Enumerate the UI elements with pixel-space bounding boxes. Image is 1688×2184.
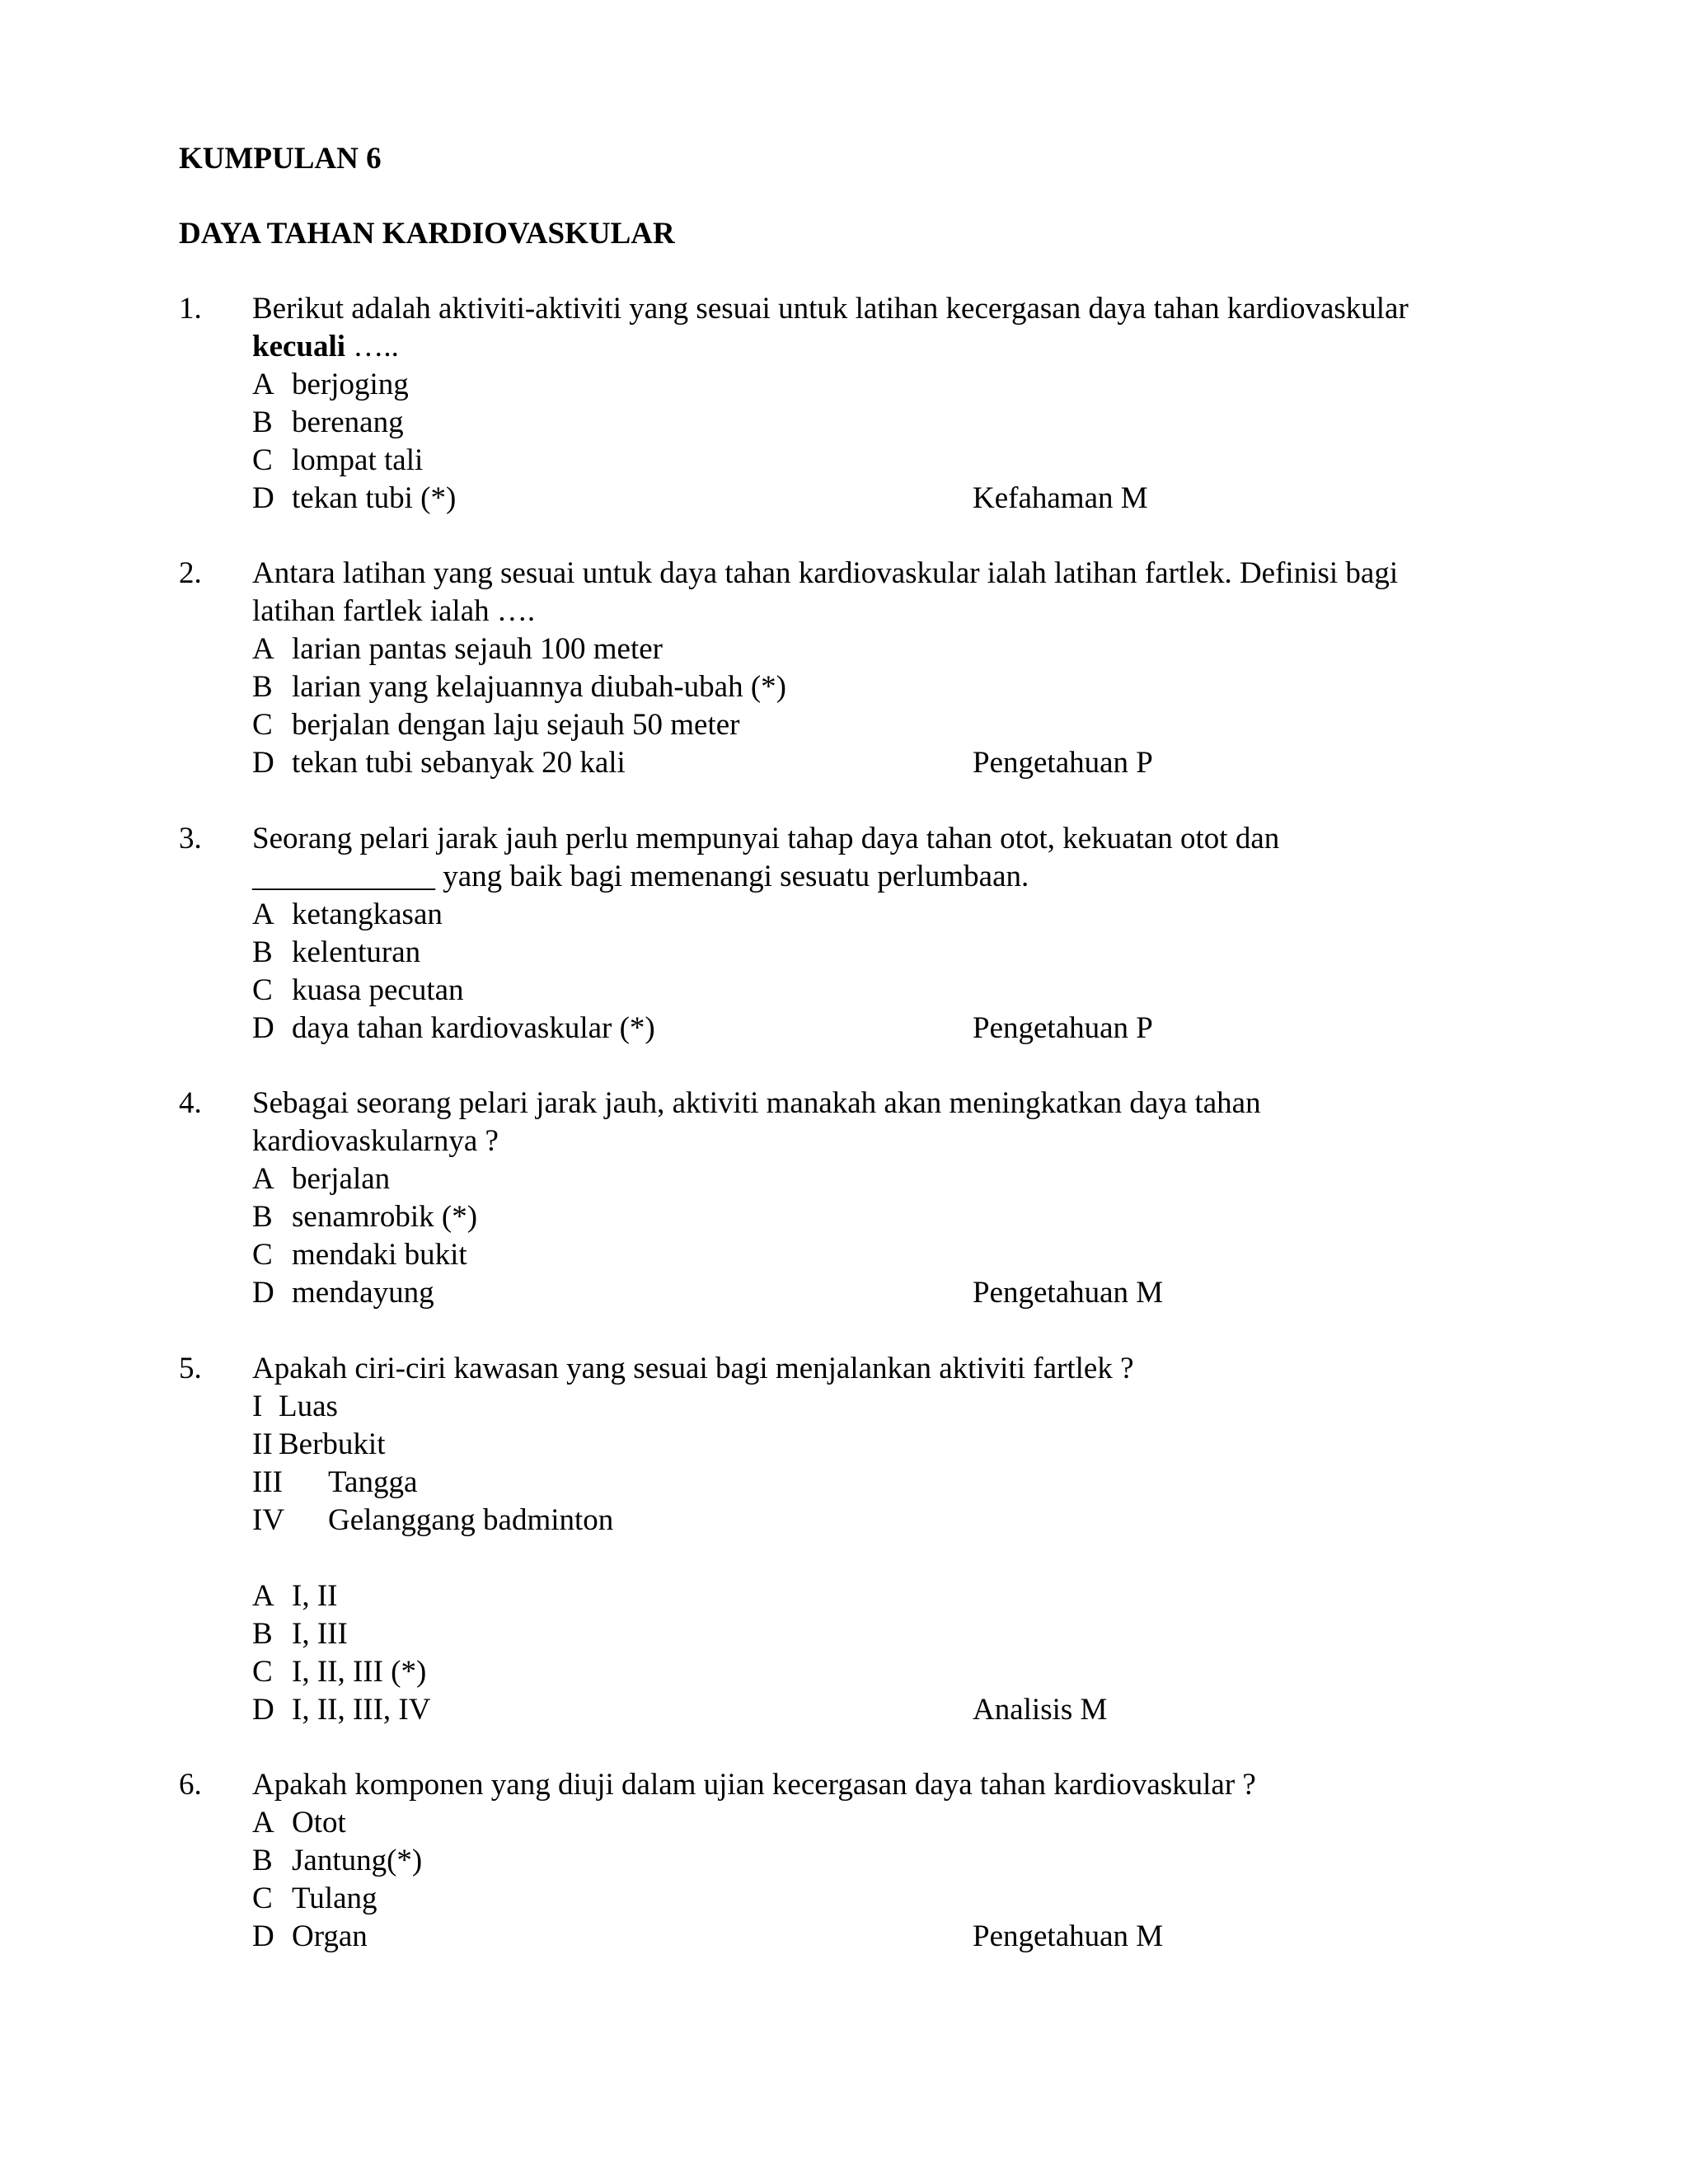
option-d [252,1010,655,1047]
topic-heading: DAYA TAHAN KARDIOVASKULAR [179,217,675,251]
question-number: 1. [179,292,202,326]
option-letter: A [252,898,274,931]
option-a [252,1160,390,1198]
option-letter: D [252,746,274,780]
option-c [252,1880,377,1918]
option-c [252,706,739,744]
question-stem-line2: kardiovaskularnya ? [252,1124,499,1158]
option-letter: B [252,405,273,439]
ellipsis: ….. [345,330,399,363]
option-letter: D [252,1693,274,1727]
option-text: daya tahan kardiovaskular (*) [292,1011,655,1045]
option-letter: C [252,1238,273,1272]
option-b [252,404,404,442]
option-a [252,1577,337,1615]
question-stem-line2: ____________ yang baik bagi memenangi sesuatu perlumbaan. [252,860,1029,893]
question-tag: Pengetahuan P [973,746,1153,780]
option-d [252,1918,368,1956]
option-letter: C [252,708,273,742]
option-letter: A [252,1162,274,1196]
option-text: tekan tubi sebanyak 20 kali [292,746,626,780]
option-b [252,1615,348,1653]
option-b [252,1198,477,1236]
option-text: kelenturan [292,935,421,969]
option-text: Tulang [292,1882,377,1915]
option-letter: D [252,1919,274,1953]
statement-ii [252,1426,385,1464]
question-number: 4. [179,1086,202,1120]
statement-roman: IV [252,1503,285,1537]
option-text: ketangkasan [292,898,443,931]
option-text: mendayung [292,1276,434,1310]
option-text: berjalan [292,1162,391,1196]
option-text: mendaki bukit [292,1238,467,1272]
option-text: kuasa pecutan [292,973,464,1007]
option-text: berjoging [292,368,409,401]
statement-roman: II [252,1427,273,1461]
option-letter: A [252,632,274,666]
statement-text: Luas [279,1390,338,1423]
statement-iv [252,1502,613,1540]
statement-text: Gelanggang badminton [328,1503,614,1537]
question-number: 5. [179,1352,202,1385]
statement-text: Berbukit [279,1427,386,1461]
question-stem-line2 [252,328,399,366]
option-b [252,1842,422,1880]
statement-roman: III [252,1465,283,1499]
option-text: Otot [292,1806,346,1840]
question-tag: Pengetahuan M [973,1276,1164,1310]
option-text: I, III [292,1617,348,1651]
question-stem-line1: Apakah ciri-ciri kawasan yang sesuai bagi menjalankan aktiviti fartlek ? [252,1352,1134,1385]
option-text: berenang [292,405,404,439]
option-text: Jantung(*) [292,1844,423,1877]
option-letter: A [252,368,274,401]
option-text: senamrobik (*) [292,1200,478,1234]
option-letter: A [252,1579,274,1613]
question-tag: Analisis M [973,1693,1108,1727]
option-letter: B [252,1844,273,1877]
option-text: I, II, III, IV [292,1693,431,1727]
option-b [252,934,420,972]
question-stem-line1: Antara latihan yang sesuai untuk daya tahan kardiovaskular ialah latihan fartlek. Definisi bagi [252,556,1399,590]
option-letter: B [252,935,273,969]
statement-iii [252,1464,417,1502]
option-letter: D [252,1011,274,1045]
option-text: larian pantas sejauh 100 meter [292,632,663,666]
option-letter: C [252,1655,273,1689]
option-letter: C [252,443,273,477]
statement-text: Tangga [328,1465,418,1499]
option-text: berjalan dengan laju sejauh 50 meter [292,708,740,742]
option-text: I, II [292,1579,338,1613]
option-text: larian yang kelajuannya diubah-ubah (*) [292,670,786,704]
question-number: 2. [179,556,202,590]
option-letter: C [252,973,273,1007]
option-a [252,896,443,934]
option-d [252,1274,434,1312]
question-stem-line1: Berikut adalah aktiviti-aktiviti yang sesuai untuk latihan kecergasan daya tahan kardiovaskular [252,292,1409,326]
group-heading: KUMPULAN 6 [179,142,382,176]
question-stem-line2: latihan fartlek ialah …. [252,594,536,628]
question-tag: Pengetahuan M [973,1919,1164,1953]
option-a [252,366,409,404]
option-a [252,630,663,668]
option-d [252,1691,430,1729]
question-tag: Pengetahuan P [973,1011,1153,1045]
option-c [252,442,423,480]
question-number: 3. [179,822,202,855]
question-tag: Kefahaman M [973,481,1148,515]
option-letter: C [252,1882,273,1915]
emphasis-word: kecuali [252,330,346,363]
statement-i [252,1388,338,1426]
option-c [252,972,464,1010]
option-text: I, II, III (*) [292,1655,427,1689]
option-letter: B [252,1200,273,1234]
option-text: Organ [292,1919,368,1953]
option-letter: D [252,1276,274,1310]
option-d [252,480,456,518]
question-stem-line1: Sebagai seorang pelari jarak jauh, aktiviti manakah akan meningkatkan daya tahan [252,1086,1261,1120]
question-stem-line1: Apakah komponen yang diuji dalam ujian kecergasan daya tahan kardiovaskular ? [252,1768,1256,1802]
question-stem-line1: Seorang pelari jarak jauh perlu mempunyai tahap daya tahan otot, kekuatan otot dan [252,822,1280,855]
question-number: 6. [179,1768,202,1802]
option-letter: B [252,1617,273,1651]
option-d [252,744,626,782]
option-b [252,668,786,706]
option-c [252,1236,467,1274]
option-letter: A [252,1806,274,1840]
option-c [252,1653,426,1691]
option-a [252,1804,346,1842]
statement-roman: I [252,1390,263,1423]
option-letter: B [252,670,273,704]
option-text: tekan tubi (*) [292,481,457,515]
option-text: lompat tali [292,443,424,477]
option-letter: D [252,481,274,515]
